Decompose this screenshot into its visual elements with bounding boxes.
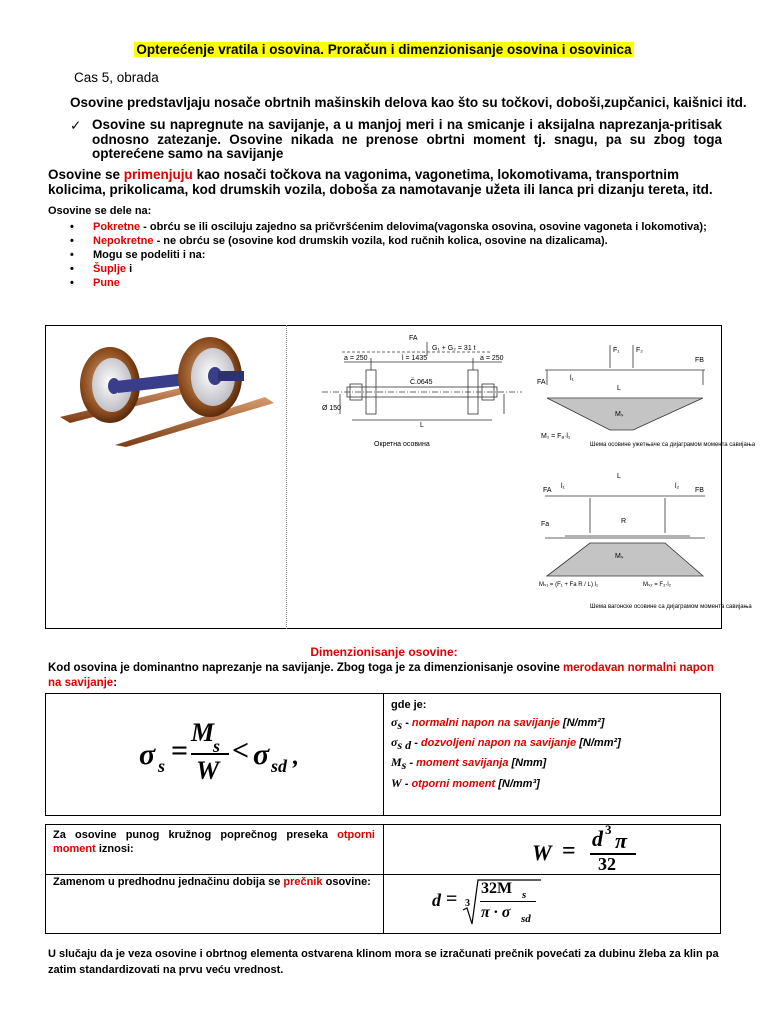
label-ms: Mₛ <box>615 411 624 418</box>
w-den: 32 <box>598 854 616 874</box>
dim-material: Č.0645 <box>410 379 433 386</box>
bullet-icon: • <box>70 249 74 261</box>
axle-end <box>218 371 244 381</box>
legend-row <box>391 775 621 793</box>
dim-text-suffix: : <box>113 677 118 689</box>
dimensioning-title: Dimenzionisanje osovine: <box>310 645 458 659</box>
beam-diagram-1 <box>535 340 756 465</box>
cell-text: iznosi: <box>95 843 134 855</box>
legend-unit: [N/mm³] <box>495 777 540 790</box>
beam-diagram-2 <box>535 468 752 623</box>
label-l1: l₁ <box>570 375 574 382</box>
list-text: - obrću se ili osciluju zajedno sa pričvršćenim delovima(vagonska osovina, osovine vagoneta i lokomotiva); <box>140 221 707 233</box>
division-heading: Osovine se dele na: <box>48 205 152 217</box>
load-label: G₁ + G₂ = 31 t <box>432 345 476 352</box>
cell-text: Za osovine punog kružnog poprečnog preseka <box>53 829 338 841</box>
label-L1: L <box>617 385 621 392</box>
table-cell-w-text <box>53 828 375 856</box>
bullet-icon: • <box>70 221 74 233</box>
formula-num-m: M <box>191 718 215 747</box>
page-title <box>0 42 768 57</box>
w-lhs: W <box>532 840 552 865</box>
list-term: Šuplje <box>93 263 127 275</box>
legend-sym: σ <box>391 735 398 750</box>
list-item <box>48 234 728 248</box>
formula-sub-s: s <box>158 756 166 776</box>
d-fraction-bar <box>480 901 536 902</box>
legend-sym: M <box>391 755 402 770</box>
check-paragraph: Osovine su napregnute na savijanje, a u manjoj meri i na smicanje i aksijalna naprezanja-pritisak odnosno zatezanje. Osovine nikada ne prenose obrtni moment tj. snagu, pa su zbog toga opterećene samo na savijanje <box>92 117 722 161</box>
d-eq: = <box>446 888 458 910</box>
legend-row <box>391 754 621 774</box>
label-l2-2: l₂ <box>675 483 680 490</box>
cell-highlight: prečnik <box>283 876 323 888</box>
label-fq: Fa <box>541 521 550 528</box>
formula-box-divider <box>383 694 384 815</box>
label-ms-2: Mₛ <box>615 553 624 560</box>
list-item <box>48 220 728 234</box>
label-fb: FB <box>695 357 704 364</box>
closing-paragraph: U slučaju da je veza osovine i obrtnog elementa ostvarena klinom mora se izračunati prečnik povećati za dubinu žleba za klin pa zatim standardizovati na prvu veću vrednost. <box>48 948 719 976</box>
title-highlight: Opterećenje vratila i osovina. Proračun i dimenzionisanje osovina i osovinica <box>136 42 632 57</box>
legend-row <box>391 734 621 754</box>
checkmark-icon: ✓ <box>70 118 82 133</box>
label-f1: F₁ <box>613 347 620 354</box>
legend-sym: W <box>391 775 402 790</box>
lesson-subtitle: Cas 5, obrada <box>74 70 159 85</box>
legend-sym: σ <box>391 715 398 729</box>
dim-a1: a = 250 <box>344 355 368 362</box>
list-text: - ne obrću se (osovine kod drumskih vozila, kod ručnih kolica, osovine na dizalicama). <box>153 235 608 247</box>
list-text: i <box>126 263 133 275</box>
bullet-icon: • <box>70 235 74 247</box>
legend-sub: s <box>397 718 403 733</box>
rotating-axle-drawing <box>292 332 532 462</box>
usage-suffix: kao nosači točkova na vagonima, vagonetima, lokomotivama, transportnim kolicima, prikolicama, kod drumskih vozila, doboša za namotavanje užeta ili lanca pri dizanju tereta, itd. <box>48 167 713 197</box>
d-formula <box>432 876 582 930</box>
cell-highlight: otporni moment <box>53 829 375 855</box>
legend-unit: [N/mm²] <box>576 737 621 750</box>
d-num: 32M <box>481 880 513 897</box>
legend-desc: normalni napon na savijanje <box>411 717 560 729</box>
legend-sub: s d <box>397 738 412 753</box>
formula-sigma: σ <box>139 738 156 771</box>
ms-formula-2: Mₛ₁ = (F₁ + Fa R / L) l₁ <box>539 582 598 588</box>
list-term: Nepokretne <box>93 235 154 247</box>
list-term: Pune <box>93 277 120 289</box>
d-den-sub: sd <box>521 913 531 925</box>
formula-sub-sd: sd <box>271 756 288 776</box>
usage-highlight: primenjuju <box>123 167 193 182</box>
wheelset-illustration <box>60 335 275 445</box>
caption-rotating: Окретна осовина <box>374 441 430 448</box>
list-item <box>48 262 728 276</box>
main-formula <box>139 718 319 788</box>
dim-l: l = 1435 <box>402 355 428 362</box>
fraction-bar <box>191 753 229 755</box>
legend <box>391 697 621 793</box>
d-root-index: 3 <box>465 898 470 909</box>
legend-desc: moment savijanja <box>416 757 509 770</box>
d-lhs: d <box>432 890 441 910</box>
formula-num-sub: s <box>213 736 221 756</box>
legend-dash: - <box>402 717 412 729</box>
dim-text-prefix: Kod osovina je dominantno naprezanje na savijanje. Zbog toga je za dimenzionisanje osovine <box>48 662 564 674</box>
figure-separator <box>286 325 287 629</box>
usage-prefix: Osovine se <box>48 167 124 182</box>
formula-lt: < <box>232 734 250 767</box>
formula-comma: , <box>293 744 299 770</box>
label-l1-2: l₁ <box>561 483 565 490</box>
w-exp: 3 <box>605 822 612 837</box>
hub-left <box>108 378 120 394</box>
dim-a2: a = 250 <box>480 355 504 362</box>
label-fb-2: FB <box>695 487 704 494</box>
w-formula <box>532 822 652 874</box>
label-fa: FA <box>537 379 546 386</box>
dim-text-highlight: merodavan normalni napon na savijanje <box>48 662 714 689</box>
intro-paragraph: Osovine predstavljaju nosače obrtnih mašinskih delova kao što su točkovi, doboši,zupčanici, kaišnici itd. <box>70 95 747 110</box>
formula-eq: = <box>171 734 189 767</box>
d-num-sub: s <box>522 889 527 901</box>
label-fa-2: FA <box>543 487 552 494</box>
label-L2: L <box>617 473 621 480</box>
label-f2: F₂ <box>636 347 643 354</box>
dim-L: L <box>420 422 424 429</box>
legend-sub: s <box>401 758 407 773</box>
formula-den-w: W <box>196 756 220 785</box>
list-text: Mogu se podeliti i na: <box>93 249 206 261</box>
dim-diameter: Ø 150 <box>322 405 342 412</box>
caption-beam-2: Шема вагонске осовине са дијаграмом момента савијања <box>590 604 752 610</box>
table-col-divider <box>383 825 384 933</box>
d-den: π · σ <box>481 904 511 921</box>
dimensioning-text <box>48 661 720 691</box>
caption-beam-1: Шема осовине ужетњаче са дијаграмом момента савијања <box>590 442 756 448</box>
w-pi: π <box>615 828 628 853</box>
legend-desc: dozvoljeni napon na savijanje <box>420 737 577 750</box>
label-r: R <box>621 518 627 525</box>
w-eq: = <box>562 838 576 864</box>
legend-dash: - <box>406 757 417 770</box>
table-cell-d-text <box>53 876 383 888</box>
legend-heading: gde je: <box>391 699 427 711</box>
w-num: d <box>592 826 603 851</box>
usage-paragraph <box>48 168 720 197</box>
list-item <box>48 276 728 290</box>
division-list <box>48 220 728 290</box>
cell-text: osovine: <box>322 876 371 888</box>
formula-sigma-2: σ <box>253 738 270 771</box>
legend-dash: - <box>401 777 412 790</box>
legend-unit: [N/mm²] <box>559 717 605 729</box>
label-fa-top: FA <box>409 335 418 342</box>
bullet-icon: • <box>70 277 74 289</box>
bullet-icon: • <box>70 263 74 275</box>
ms-formula-3: Mₛ₂ = F₂·l₂ <box>643 582 672 588</box>
list-term: Pokretne <box>93 221 141 233</box>
cell-text: Zamenom u predhodnu jednačinu dobija se <box>53 876 284 888</box>
legend-unit: [Nmm] <box>508 757 547 770</box>
list-item <box>48 248 728 262</box>
legend-row <box>391 714 621 734</box>
ms-formula-1: M₁ = Fₐ·l₁ <box>541 433 571 440</box>
legend-dash: - <box>411 737 421 750</box>
legend-desc: otporni moment <box>411 777 496 790</box>
